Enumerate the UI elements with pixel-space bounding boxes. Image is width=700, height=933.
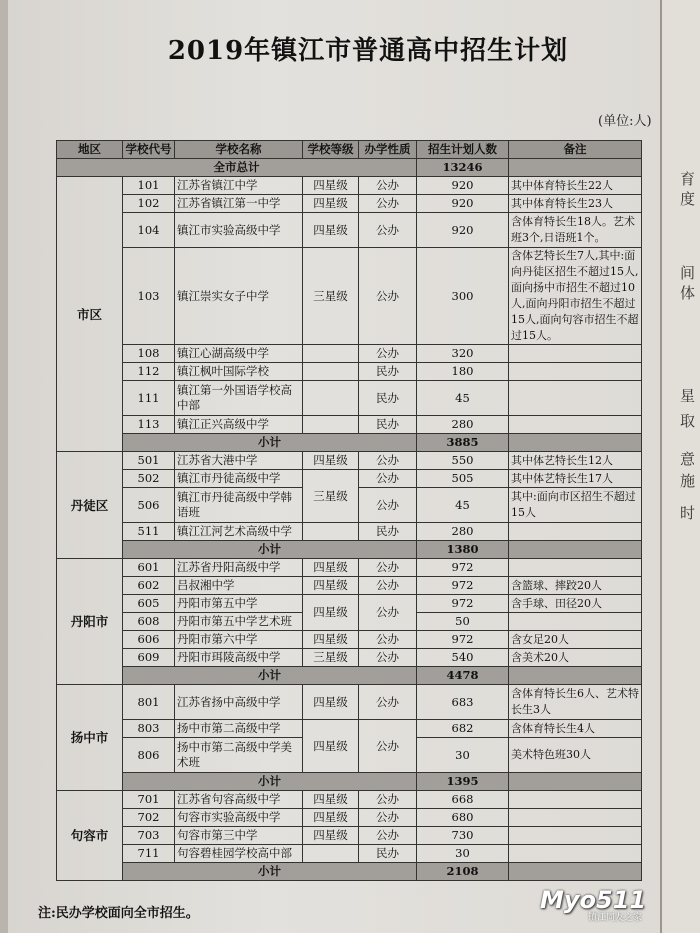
school-name: 江苏省镇江中学 [175, 177, 303, 195]
region-cell: 丹阳市 [57, 559, 123, 685]
school-level: 四星级 [303, 577, 359, 595]
school-name: 扬中市第二高级中学 [175, 720, 303, 738]
note: 其中体艺特长生17人 [509, 470, 642, 488]
school-level [303, 845, 359, 863]
note: 含手球、田径20人 [509, 595, 642, 613]
facing-page-char: 时 [680, 504, 696, 522]
subtotal-row [57, 434, 642, 452]
plan-count: 550 [417, 452, 509, 470]
watermark-brand: Myo511 [540, 886, 647, 914]
table-row [57, 577, 642, 595]
note [509, 809, 642, 827]
subtotal-row [57, 541, 642, 559]
school-type: 公办 [359, 827, 417, 845]
table-row [57, 845, 642, 863]
school-name: 丹阳市第五中学 [175, 595, 303, 613]
table-row [57, 559, 642, 577]
note [509, 381, 642, 416]
plan-count: 540 [417, 649, 509, 667]
school-level [303, 345, 359, 363]
school-code: 801 [123, 685, 175, 720]
table-row [57, 791, 642, 809]
note: 含篮球、摔跤20人 [509, 577, 642, 595]
school-code: 108 [123, 345, 175, 363]
subtotal-value: 4478 [417, 667, 509, 685]
school-level: 四星级 [303, 809, 359, 827]
plan-count: 920 [417, 177, 509, 195]
school-name: 扬中市第二高级中学美术班 [175, 738, 303, 773]
school-type: 公办 [359, 195, 417, 213]
facing-page-char: 体 [680, 284, 696, 302]
school-code: 703 [123, 827, 175, 845]
school-type: 民办 [359, 363, 417, 381]
note: 其中:面向市区招生不超过15人 [509, 488, 642, 523]
school-name: 镇江崇实女子中学 [175, 248, 303, 345]
note [509, 345, 642, 363]
school-type: 民办 [359, 523, 417, 541]
subtotal-label: 小计 [123, 863, 417, 881]
school-level [303, 416, 359, 434]
table-row [57, 685, 642, 720]
note [509, 363, 642, 381]
note [509, 416, 642, 434]
subtotal-label: 小计 [123, 541, 417, 559]
school-name: 镇江心湖高级中学 [175, 345, 303, 363]
note: 含女足20人 [509, 631, 642, 649]
facing-page-char: 度 [680, 190, 696, 208]
watermark-sub: 镇江同友之家 [588, 913, 643, 923]
table-row [57, 363, 642, 381]
school-code: 101 [123, 177, 175, 195]
table-row [57, 248, 642, 345]
plan-count: 300 [417, 248, 509, 345]
school-code: 803 [123, 720, 175, 738]
school-type: 公办 [359, 577, 417, 595]
plan-count: 680 [417, 809, 509, 827]
school-type: 民办 [359, 416, 417, 434]
plan-count: 280 [417, 523, 509, 541]
school-name: 镇江正兴高级中学 [175, 416, 303, 434]
plan-count: 505 [417, 470, 509, 488]
header-region: 地区 [57, 141, 123, 159]
school-name: 镇江江河艺术高级中学 [175, 523, 303, 541]
plan-count: 45 [417, 381, 509, 416]
grand-total-label: 全市总计 [57, 159, 417, 177]
plan-count: 920 [417, 213, 509, 248]
school-name: 江苏省句容高级中学 [175, 791, 303, 809]
facing-page [660, 0, 700, 933]
table-header-row [57, 141, 642, 159]
note [509, 845, 642, 863]
school-type: 民办 [359, 381, 417, 416]
school-type: 公办 [359, 452, 417, 470]
plan-count: 30 [417, 738, 509, 773]
school-level: 四星级 [303, 720, 359, 773]
header-note: 备注 [509, 141, 642, 159]
school-level: 四星级 [303, 685, 359, 720]
note [509, 791, 642, 809]
plan-count: 30 [417, 845, 509, 863]
region-cell: 扬中市 [57, 685, 123, 791]
school-name: 丹阳市第五中学艺术班 [175, 613, 303, 631]
subtotal-label: 小计 [123, 773, 417, 791]
page-title: 2019年镇江市普通高中招生计划 [167, 36, 569, 66]
school-name: 丹阳市第六中学 [175, 631, 303, 649]
school-code: 506 [123, 488, 175, 523]
school-code: 806 [123, 738, 175, 773]
note [509, 523, 642, 541]
school-level: 三星级 [303, 470, 359, 523]
header-school-name: 学校名称 [175, 141, 303, 159]
school-level: 四星级 [303, 631, 359, 649]
school-type: 公办 [359, 559, 417, 577]
subtotal-row [57, 667, 642, 685]
school-code: 711 [123, 845, 175, 863]
table-row [57, 213, 642, 248]
school-name: 镇江枫叶国际学校 [175, 363, 303, 381]
table-row [57, 195, 642, 213]
note [509, 559, 642, 577]
note [509, 827, 642, 845]
grand-total-row [57, 159, 642, 177]
school-name: 镇江市实验高级中学 [175, 213, 303, 248]
table-row [57, 381, 642, 416]
school-name: 江苏省大港中学 [175, 452, 303, 470]
school-code: 606 [123, 631, 175, 649]
note: 含体育特长生4人 [509, 720, 642, 738]
school-type: 公办 [359, 488, 417, 523]
plan-count: 972 [417, 631, 509, 649]
school-type: 公办 [359, 631, 417, 649]
header-plan: 招生计划人数 [417, 141, 509, 159]
plan-count: 972 [417, 577, 509, 595]
plan-count: 320 [417, 345, 509, 363]
school-name: 镇江第一外国语学校高中部 [175, 381, 303, 416]
school-type: 公办 [359, 791, 417, 809]
facing-page-char: 育 [680, 170, 696, 188]
school-name: 镇江市丹徒高级中学韩语班 [175, 488, 303, 523]
school-name: 江苏省镇江第一中学 [175, 195, 303, 213]
subtotal-value: 2108 [417, 863, 509, 881]
note: 含体育特长生18人。艺术班3个,日语班1个。 [509, 213, 642, 248]
facing-page-char: 间 [680, 264, 696, 282]
school-code: 701 [123, 791, 175, 809]
unit-label: (单位:人) [598, 114, 652, 129]
table-row [57, 470, 642, 488]
plan-count: 682 [417, 720, 509, 738]
table-row [57, 523, 642, 541]
plan-count: 180 [417, 363, 509, 381]
watermark-logo [540, 886, 680, 926]
school-level: 四星级 [303, 559, 359, 577]
grand-total-value: 13246 [417, 159, 509, 177]
school-name: 江苏省扬中高级中学 [175, 685, 303, 720]
table-row [57, 809, 642, 827]
school-level: 四星级 [303, 177, 359, 195]
subtotal-label: 小计 [123, 434, 417, 452]
note: 其中体艺特长生12人 [509, 452, 642, 470]
plan-count: 683 [417, 685, 509, 720]
school-type: 民办 [359, 845, 417, 863]
school-level [303, 363, 359, 381]
school-code: 501 [123, 452, 175, 470]
school-name: 丹阳市珥陵高级中学 [175, 649, 303, 667]
plan-count: 972 [417, 559, 509, 577]
header-code: 学校代号 [123, 141, 175, 159]
school-level: 四星级 [303, 791, 359, 809]
note: 其中体育特长生22人 [509, 177, 642, 195]
plan-count: 730 [417, 827, 509, 845]
school-type: 公办 [359, 345, 417, 363]
plan-count: 668 [417, 791, 509, 809]
table-row [57, 720, 642, 738]
header-type: 办学性质 [359, 141, 417, 159]
school-level: 四星级 [303, 827, 359, 845]
subtotal-value: 3885 [417, 434, 509, 452]
school-type: 公办 [359, 248, 417, 345]
header-level: 学校等级 [303, 141, 359, 159]
school-name: 镇江市丹徒高级中学 [175, 470, 303, 488]
school-code: 502 [123, 470, 175, 488]
subtotal-row [57, 773, 642, 791]
school-level: 四星级 [303, 195, 359, 213]
school-level: 四星级 [303, 213, 359, 248]
facing-page-char: 星 [680, 387, 696, 405]
school-type: 公办 [359, 685, 417, 720]
school-code: 609 [123, 649, 175, 667]
note: 含美术20人 [509, 649, 642, 667]
facing-page-char: 取 [680, 412, 696, 430]
note: 美术特色班30人 [509, 738, 642, 773]
school-code: 102 [123, 195, 175, 213]
school-type: 公办 [359, 595, 417, 631]
footnote: 注:民办学校面向全市招生。 [38, 906, 199, 921]
school-type: 公办 [359, 720, 417, 773]
school-name: 句容碧桂园学校高中部 [175, 845, 303, 863]
school-code: 104 [123, 213, 175, 248]
school-type: 公办 [359, 470, 417, 488]
school-code: 608 [123, 613, 175, 631]
table-row [57, 827, 642, 845]
note: 其中体育特长生23人 [509, 195, 642, 213]
school-level: 四星级 [303, 452, 359, 470]
facing-page-char: 施 [680, 472, 696, 490]
school-level: 三星级 [303, 248, 359, 345]
plan-count: 280 [417, 416, 509, 434]
subtotal-value: 1395 [417, 773, 509, 791]
table-row [57, 649, 642, 667]
school-code: 113 [123, 416, 175, 434]
region-cell: 句容市 [57, 791, 123, 881]
table-row [57, 345, 642, 363]
table-row [57, 595, 642, 613]
school-type: 公办 [359, 809, 417, 827]
school-type: 公办 [359, 649, 417, 667]
note: 含体育特长生6人、艺术特长生3人 [509, 685, 642, 720]
school-level [303, 381, 359, 416]
region-cell: 市区 [57, 177, 123, 452]
plan-count: 50 [417, 613, 509, 631]
table-row [57, 177, 642, 195]
note: 含体艺特长生7人,其中:面向丹徒区招生不超过15人,面向扬中市招生不超过10人,面向丹阳市招生不超过15人,面向句容市招生不超过15人。 [509, 248, 642, 345]
school-code: 103 [123, 248, 175, 345]
school-code: 605 [123, 595, 175, 613]
plan-count: 45 [417, 488, 509, 523]
school-code: 601 [123, 559, 175, 577]
subtotal-value: 1380 [417, 541, 509, 559]
school-type: 公办 [359, 213, 417, 248]
school-name: 吕叔湘中学 [175, 577, 303, 595]
school-name: 句容市实验高级中学 [175, 809, 303, 827]
school-code: 111 [123, 381, 175, 416]
school-level: 三星级 [303, 649, 359, 667]
table-row [57, 416, 642, 434]
school-name: 江苏省丹阳高级中学 [175, 559, 303, 577]
school-code: 602 [123, 577, 175, 595]
school-code: 112 [123, 363, 175, 381]
plan-count: 920 [417, 195, 509, 213]
subtotal-label: 小计 [123, 667, 417, 685]
table-row [57, 631, 642, 649]
enrollment-plan-table [56, 140, 642, 881]
school-level [303, 523, 359, 541]
subtotal-row [57, 863, 642, 881]
note [509, 613, 642, 631]
facing-page-char: 意 [680, 450, 696, 468]
school-level: 四星级 [303, 595, 359, 631]
plan-count: 972 [417, 595, 509, 613]
school-type: 公办 [359, 177, 417, 195]
table-row [57, 452, 642, 470]
school-code: 511 [123, 523, 175, 541]
school-name: 句容市第三中学 [175, 827, 303, 845]
school-code: 702 [123, 809, 175, 827]
region-cell: 丹徒区 [57, 452, 123, 559]
